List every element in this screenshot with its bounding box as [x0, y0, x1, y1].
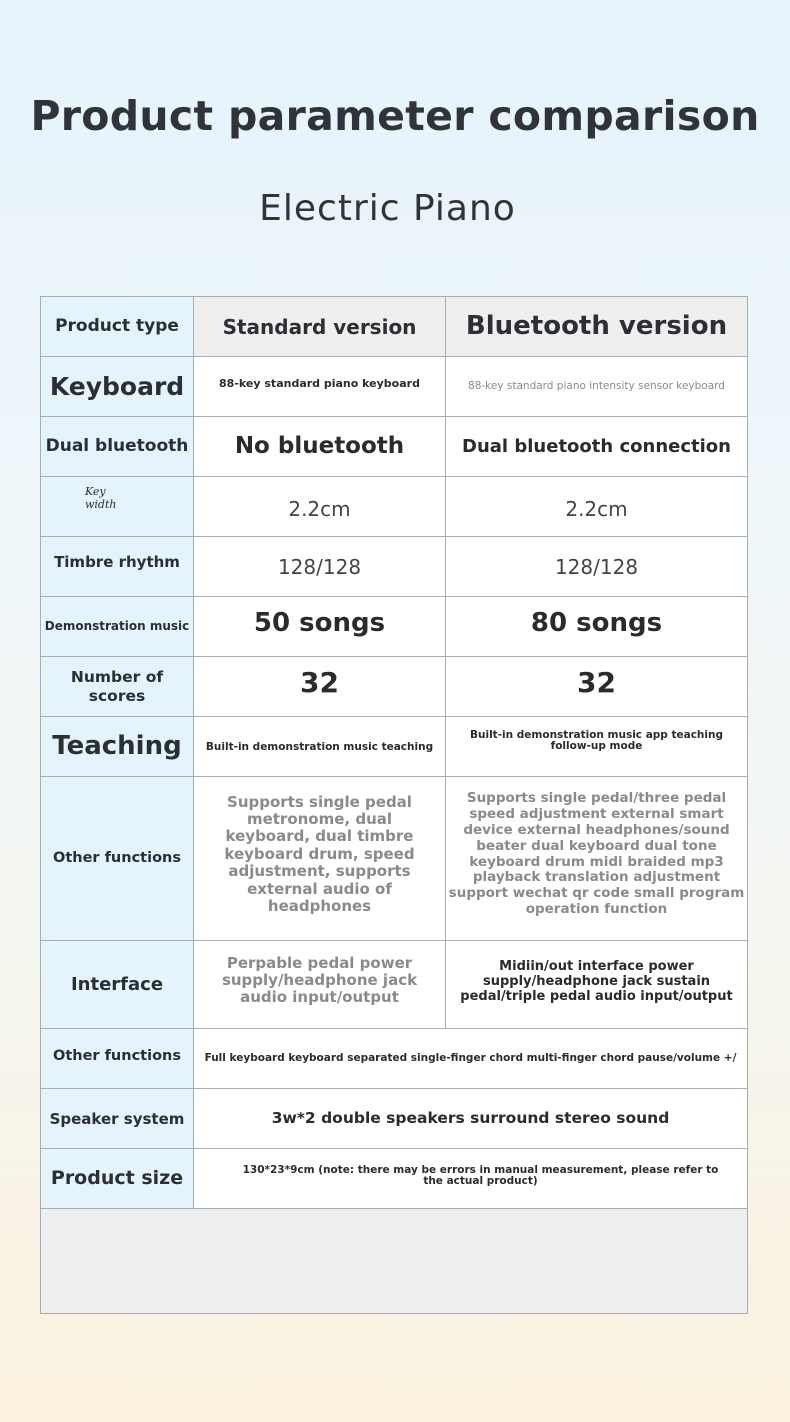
speaker-value: 3w*2 double speakers surround stereo sound	[194, 1089, 747, 1149]
row-label-demonstration-music: Demonstration music	[41, 597, 194, 657]
keyboard-standard: 88-key standard piano keyboard	[194, 357, 446, 417]
key-width-standard: 2.2cm	[194, 477, 446, 537]
header-bluetooth: Bluetooth version	[446, 297, 747, 357]
scores-bluetooth: 32	[446, 657, 747, 717]
comparison-table	[40, 296, 748, 1314]
teaching-bluetooth: Built-in demonstration music app teaching follow-up mode	[446, 717, 747, 777]
table-footer-area	[41, 1209, 747, 1313]
row-label-key-width	[41, 477, 194, 537]
dual-bluetooth-standard: No bluetooth	[194, 417, 446, 477]
row-label-teaching: Teaching	[41, 717, 194, 777]
row-label-product-size: Product size	[41, 1149, 194, 1209]
row-label-interface: Interface	[41, 941, 194, 1029]
header-standard: Standard version	[194, 297, 446, 357]
interface-standard: Perpable pedal power supply/headphone jack audio input/output	[194, 941, 446, 1029]
scores-standard: 32	[194, 657, 446, 717]
timbre-rhythm-bluetooth: 128/128	[446, 537, 747, 597]
row-label-dual-bluetooth: Dual bluetooth	[41, 417, 194, 477]
timbre-rhythm-standard: 128/128	[194, 537, 446, 597]
row-label-speaker-system: Speaker system	[41, 1089, 194, 1149]
interface-bluetooth: Midiin/out interface power supply/headphone jack sustain pedal/triple pedal audio input/output	[446, 941, 747, 1029]
size-value: 130*23*9cm (note: there may be errors in manual measurement, please refer to the actual product)	[194, 1149, 747, 1209]
page-title: Product parameter comparison	[30, 92, 760, 140]
dual-bluetooth-bluetooth: Dual bluetooth connection	[446, 417, 747, 477]
other-functions-2-value: Full keyboard keyboard separated single-finger chord multi-finger chord pause/volume +/	[194, 1029, 747, 1089]
demo-music-standard: 50 songs	[194, 597, 446, 657]
row-label-timbre-rhythm: Timbre rhythm	[41, 537, 194, 597]
key-width-bluetooth: 2.2cm	[446, 477, 747, 537]
keyboard-bluetooth: 88-key standard piano intensity sensor keyboard	[446, 357, 747, 417]
other-functions-bluetooth: Supports single pedal/three pedal speed adjustment external smart device external headphones/sound beater dual keyboard dual tone keyboard drum midi braided mp3 playback translation adjustment support wechat qr code small program operation function	[446, 777, 747, 941]
header-label: Product type	[41, 297, 194, 357]
teaching-standard: Built-in demonstration music teaching	[194, 717, 446, 777]
other-functions-standard: Supports single pedal metronome, dual keyboard, dual timbre keyboard drum, speed adjustment, supports external audio of headphones	[194, 777, 446, 941]
row-label-other-functions-2: Other functions	[41, 1029, 194, 1089]
row-label-keyboard: Keyboard	[41, 357, 194, 417]
page-subtitle: Electric Piano	[259, 188, 516, 229]
key-width-label-text: Key width	[85, 485, 117, 511]
row-label-number-of-scores: Number of scores	[41, 657, 194, 717]
demo-music-bluetooth: 80 songs	[446, 597, 747, 657]
row-label-other-functions: Other functions	[41, 777, 194, 941]
